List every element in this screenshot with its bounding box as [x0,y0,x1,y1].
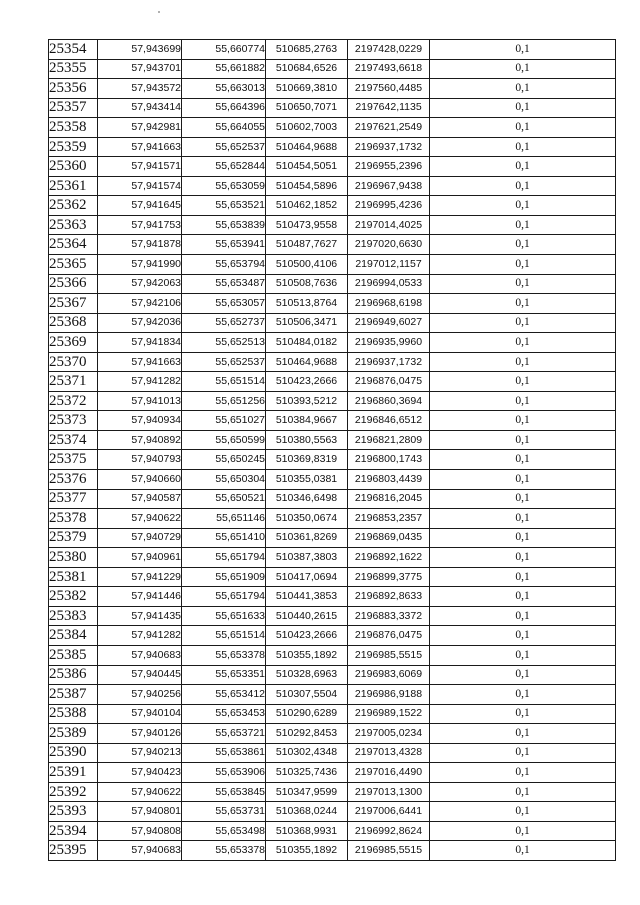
table-row [49,98,616,118]
longitude-cell: 55,653906 [182,763,266,783]
y-coordinate-cell: 2196869,0435 [348,528,430,548]
x-coordinate-cell: 510346,6498 [266,489,348,509]
accuracy-cell: 0,1 [430,157,616,177]
point-number-cell: 25358 [49,118,98,138]
table-row [49,509,616,529]
x-coordinate-cell: 510307,5504 [266,685,348,705]
point-number-cell: 25388 [49,704,98,724]
point-number-cell: 25394 [49,821,98,841]
x-coordinate-cell: 510368,9931 [266,821,348,841]
x-coordinate-cell: 510369,8319 [266,450,348,470]
longitude-cell: 55,653498 [182,821,266,841]
x-coordinate-cell: 510500,4106 [266,255,348,275]
longitude-cell: 55,651514 [182,372,266,392]
point-number-cell: 25355 [49,59,98,79]
x-coordinate-cell: 510454,5051 [266,157,348,177]
point-number-cell: 25379 [49,528,98,548]
latitude-cell: 57,943572 [98,79,182,99]
point-number-cell: 25383 [49,606,98,626]
table-row [49,489,616,509]
x-coordinate-cell: 510602,7003 [266,118,348,138]
point-number-cell: 25359 [49,137,98,157]
y-coordinate-cell: 2196994,0533 [348,274,430,294]
longitude-cell: 55,664055 [182,118,266,138]
y-coordinate-cell: 2197428,0229 [348,40,430,60]
table-row [49,528,616,548]
longitude-cell: 55,650245 [182,450,266,470]
point-number-cell: 25382 [49,587,98,607]
point-number-cell: 25368 [49,313,98,333]
x-coordinate-cell: 510355,0381 [266,470,348,490]
longitude-cell: 55,653378 [182,841,266,861]
latitude-cell: 57,941663 [98,137,182,157]
point-number-cell: 25381 [49,567,98,587]
x-coordinate-cell: 510380,5563 [266,430,348,450]
accuracy-cell: 0,1 [430,626,616,646]
longitude-cell: 55,650304 [182,470,266,490]
longitude-cell: 55,653845 [182,782,266,802]
y-coordinate-cell: 2196937,1732 [348,137,430,157]
y-coordinate-cell: 2196853,2357 [348,509,430,529]
table-row [49,821,616,841]
point-number-cell: 25376 [49,470,98,490]
point-number-cell: 25374 [49,430,98,450]
longitude-cell: 55,651794 [182,587,266,607]
x-coordinate-cell: 510355,1892 [266,841,348,861]
latitude-cell: 57,940793 [98,450,182,470]
longitude-cell: 55,653057 [182,294,266,314]
y-coordinate-cell: 2197560,4485 [348,79,430,99]
latitude-cell: 57,941013 [98,391,182,411]
table-row [49,470,616,490]
y-coordinate-cell: 2196937,1732 [348,352,430,372]
x-coordinate-cell: 510684,6526 [266,59,348,79]
longitude-cell: 55,653378 [182,645,266,665]
point-number-cell: 25365 [49,255,98,275]
table-row [49,743,616,763]
latitude-cell: 57,941663 [98,352,182,372]
x-coordinate-cell: 510487,7627 [266,235,348,255]
latitude-cell: 57,940256 [98,685,182,705]
table-row [49,685,616,705]
point-number-cell: 25380 [49,548,98,568]
y-coordinate-cell: 2197493,6618 [348,59,430,79]
y-coordinate-cell: 2196876,0475 [348,372,430,392]
point-number-cell: 25390 [49,743,98,763]
point-number-cell: 25375 [49,450,98,470]
accuracy-cell: 0,1 [430,841,616,861]
latitude-cell: 57,942036 [98,313,182,333]
point-number-cell: 25356 [49,79,98,99]
latitude-cell: 57,943414 [98,98,182,118]
accuracy-cell: 0,1 [430,802,616,822]
table-row [49,782,616,802]
latitude-cell: 57,943699 [98,40,182,60]
latitude-cell: 57,941878 [98,235,182,255]
table-row [49,606,616,626]
latitude-cell: 57,940445 [98,665,182,685]
longitude-cell: 55,652537 [182,352,266,372]
y-coordinate-cell: 2196860,3694 [348,391,430,411]
longitude-cell: 55,653941 [182,235,266,255]
table-row [49,137,616,157]
accuracy-cell: 0,1 [430,528,616,548]
latitude-cell: 57,940660 [98,470,182,490]
accuracy-cell: 0,1 [430,274,616,294]
accuracy-cell: 0,1 [430,98,616,118]
latitude-cell: 57,941282 [98,372,182,392]
accuracy-cell: 0,1 [430,450,616,470]
point-number-cell: 25360 [49,157,98,177]
x-coordinate-cell: 510454,5896 [266,176,348,196]
coordinates-table-body [49,40,616,861]
latitude-cell: 57,940892 [98,430,182,450]
point-number-cell: 25362 [49,196,98,216]
accuracy-cell: 0,1 [430,40,616,60]
table-row [49,79,616,99]
x-coordinate-cell: 510464,9688 [266,137,348,157]
longitude-cell: 55,653794 [182,255,266,275]
y-coordinate-cell: 2196816,2045 [348,489,430,509]
accuracy-cell: 0,1 [430,59,616,79]
x-coordinate-cell: 510387,3803 [266,548,348,568]
accuracy-cell: 0,1 [430,313,616,333]
longitude-cell: 55,664396 [182,98,266,118]
x-coordinate-cell: 510347,9599 [266,782,348,802]
y-coordinate-cell: 2196883,3372 [348,606,430,626]
table-row [49,59,616,79]
accuracy-cell: 0,1 [430,509,616,529]
accuracy-cell: 0,1 [430,821,616,841]
x-coordinate-cell: 510361,8269 [266,528,348,548]
accuracy-cell: 0,1 [430,430,616,450]
point-number-cell: 25391 [49,763,98,783]
x-coordinate-cell: 510669,3810 [266,79,348,99]
y-coordinate-cell: 2196995,4236 [348,196,430,216]
x-coordinate-cell: 510685,2763 [266,40,348,60]
table-row [49,235,616,255]
point-number-cell: 25372 [49,391,98,411]
x-coordinate-cell: 510417,0694 [266,567,348,587]
accuracy-cell: 0,1 [430,548,616,568]
longitude-cell: 55,651027 [182,411,266,431]
x-coordinate-cell: 510350,0674 [266,509,348,529]
table-row [49,333,616,353]
longitude-cell: 55,661882 [182,59,266,79]
latitude-cell: 57,940213 [98,743,182,763]
longitude-cell: 55,660774 [182,40,266,60]
accuracy-cell: 0,1 [430,763,616,783]
latitude-cell: 57,940934 [98,411,182,431]
table-row [49,352,616,372]
longitude-cell: 55,652537 [182,137,266,157]
longitude-cell: 55,653351 [182,665,266,685]
longitude-cell: 55,651146 [182,509,266,529]
point-number-cell: 25361 [49,176,98,196]
accuracy-cell: 0,1 [430,411,616,431]
y-coordinate-cell: 2196876,0475 [348,626,430,646]
latitude-cell: 57,942106 [98,294,182,314]
x-coordinate-cell: 510328,6963 [266,665,348,685]
longitude-cell: 55,663013 [182,79,266,99]
table-row [49,411,616,431]
y-coordinate-cell: 2197012,1157 [348,255,430,275]
accuracy-cell: 0,1 [430,215,616,235]
table-row [49,176,616,196]
latitude-cell: 57,940126 [98,724,182,744]
table-row [49,841,616,861]
point-number-cell: 25373 [49,411,98,431]
y-coordinate-cell: 2197642,1135 [348,98,430,118]
longitude-cell: 55,651514 [182,626,266,646]
longitude-cell: 55,651909 [182,567,266,587]
table-row [49,255,616,275]
y-coordinate-cell: 2196949,6027 [348,313,430,333]
latitude-cell: 57,940683 [98,645,182,665]
latitude-cell: 57,941753 [98,215,182,235]
accuracy-cell: 0,1 [430,470,616,490]
point-number-cell: 25363 [49,215,98,235]
longitude-cell: 55,652737 [182,313,266,333]
y-coordinate-cell: 2196800,1743 [348,450,430,470]
longitude-cell: 55,653453 [182,704,266,724]
y-coordinate-cell: 2196992,8624 [348,821,430,841]
table-row [49,215,616,235]
longitude-cell: 55,651256 [182,391,266,411]
accuracy-cell: 0,1 [430,782,616,802]
y-coordinate-cell: 2196989,1522 [348,704,430,724]
longitude-cell: 55,652844 [182,157,266,177]
y-coordinate-cell: 2196892,8633 [348,587,430,607]
y-coordinate-cell: 2196892,1622 [348,548,430,568]
x-coordinate-cell: 510506,3471 [266,313,348,333]
y-coordinate-cell: 2197016,4490 [348,763,430,783]
accuracy-cell: 0,1 [430,489,616,509]
x-coordinate-cell: 510302,4348 [266,743,348,763]
longitude-cell: 55,653521 [182,196,266,216]
y-coordinate-cell: 2197621,2549 [348,118,430,138]
y-coordinate-cell: 2196968,6198 [348,294,430,314]
longitude-cell: 55,652513 [182,333,266,353]
y-coordinate-cell: 2196935,9960 [348,333,430,353]
x-coordinate-cell: 510368,0244 [266,802,348,822]
accuracy-cell: 0,1 [430,196,616,216]
point-number-cell: 25386 [49,665,98,685]
table-row [49,704,616,724]
table-row [49,626,616,646]
latitude-cell: 57,941834 [98,333,182,353]
coordinates-table [48,39,616,861]
x-coordinate-cell: 510508,7636 [266,274,348,294]
accuracy-cell: 0,1 [430,685,616,705]
x-coordinate-cell: 510484,0182 [266,333,348,353]
y-coordinate-cell: 2196967,9438 [348,176,430,196]
longitude-cell: 55,651794 [182,548,266,568]
longitude-cell: 55,653487 [182,274,266,294]
table-row [49,724,616,744]
point-number-cell: 25370 [49,352,98,372]
x-coordinate-cell: 510355,1892 [266,645,348,665]
point-number-cell: 25392 [49,782,98,802]
point-number-cell: 25384 [49,626,98,646]
accuracy-cell: 0,1 [430,645,616,665]
accuracy-cell: 0,1 [430,704,616,724]
latitude-cell: 57,940961 [98,548,182,568]
latitude-cell: 57,942063 [98,274,182,294]
x-coordinate-cell: 510440,2615 [266,606,348,626]
x-coordinate-cell: 510325,7436 [266,763,348,783]
accuracy-cell: 0,1 [430,665,616,685]
x-coordinate-cell: 510393,5212 [266,391,348,411]
latitude-cell: 57,940622 [98,782,182,802]
point-number-cell: 25387 [49,685,98,705]
accuracy-cell: 0,1 [430,724,616,744]
x-coordinate-cell: 510290,6289 [266,704,348,724]
longitude-cell: 55,653861 [182,743,266,763]
table-row [49,802,616,822]
y-coordinate-cell: 2196821,2809 [348,430,430,450]
latitude-cell: 57,940423 [98,763,182,783]
latitude-cell: 57,940104 [98,704,182,724]
longitude-cell: 55,653412 [182,685,266,705]
x-coordinate-cell: 510462,1852 [266,196,348,216]
y-coordinate-cell: 2196985,5515 [348,645,430,665]
accuracy-cell: 0,1 [430,352,616,372]
point-number-cell: 25389 [49,724,98,744]
point-number-cell: 25357 [49,98,98,118]
table-row [49,196,616,216]
accuracy-cell: 0,1 [430,176,616,196]
table-row [49,645,616,665]
y-coordinate-cell: 2196846,6512 [348,411,430,431]
table-row [49,665,616,685]
x-coordinate-cell: 510513,8764 [266,294,348,314]
longitude-cell: 55,650599 [182,430,266,450]
accuracy-cell: 0,1 [430,118,616,138]
y-coordinate-cell: 2196899,3775 [348,567,430,587]
table-row [49,587,616,607]
table-row [49,118,616,138]
latitude-cell: 57,941229 [98,567,182,587]
latitude-cell: 57,940729 [98,528,182,548]
latitude-cell: 57,941282 [98,626,182,646]
accuracy-cell: 0,1 [430,372,616,392]
latitude-cell: 57,940587 [98,489,182,509]
y-coordinate-cell: 2197020,6630 [348,235,430,255]
latitude-cell: 57,943701 [98,59,182,79]
accuracy-cell: 0,1 [430,79,616,99]
y-coordinate-cell: 2196985,5515 [348,841,430,861]
table-row [49,274,616,294]
y-coordinate-cell: 2196803,4439 [348,470,430,490]
latitude-cell: 57,941990 [98,255,182,275]
latitude-cell: 57,940683 [98,841,182,861]
table-row [49,313,616,333]
point-number-cell: 25377 [49,489,98,509]
latitude-cell: 57,942981 [98,118,182,138]
y-coordinate-cell: 2197013,1300 [348,782,430,802]
accuracy-cell: 0,1 [430,137,616,157]
accuracy-cell: 0,1 [430,391,616,411]
table-row [49,763,616,783]
point-number-cell: 25367 [49,294,98,314]
y-coordinate-cell: 2197006,6441 [348,802,430,822]
latitude-cell: 57,940801 [98,802,182,822]
table-row [49,391,616,411]
point-number-cell: 25393 [49,802,98,822]
table-row [49,372,616,392]
accuracy-cell: 0,1 [430,255,616,275]
x-coordinate-cell: 510423,2666 [266,372,348,392]
table-row [49,157,616,177]
point-number-cell: 25369 [49,333,98,353]
y-coordinate-cell: 2197013,4328 [348,743,430,763]
accuracy-cell: 0,1 [430,333,616,353]
x-coordinate-cell: 510292,8453 [266,724,348,744]
point-number-cell: 25385 [49,645,98,665]
point-number-cell: 25395 [49,841,98,861]
table-row [49,548,616,568]
accuracy-cell: 0,1 [430,743,616,763]
x-coordinate-cell: 510650,7071 [266,98,348,118]
longitude-cell: 55,653059 [182,176,266,196]
latitude-cell: 57,941446 [98,587,182,607]
table-row [49,567,616,587]
longitude-cell: 55,653839 [182,215,266,235]
x-coordinate-cell: 510441,3853 [266,587,348,607]
point-number-cell: 25364 [49,235,98,255]
point-number-cell: 25371 [49,372,98,392]
longitude-cell: 55,650521 [182,489,266,509]
accuracy-cell: 0,1 [430,606,616,626]
latitude-cell: 57,941435 [98,606,182,626]
accuracy-cell: 0,1 [430,235,616,255]
y-coordinate-cell: 2196955,2396 [348,157,430,177]
point-number-cell: 25354 [49,40,98,60]
accuracy-cell: 0,1 [430,294,616,314]
longitude-cell: 55,651410 [182,528,266,548]
table-row [49,430,616,450]
x-coordinate-cell: 510473,9558 [266,215,348,235]
table-row [49,40,616,60]
y-coordinate-cell: 2196986,9188 [348,685,430,705]
latitude-cell: 57,940622 [98,509,182,529]
y-coordinate-cell: 2197005,0234 [348,724,430,744]
latitude-cell: 57,940808 [98,821,182,841]
latitude-cell: 57,941645 [98,196,182,216]
latitude-cell: 57,941574 [98,176,182,196]
x-coordinate-cell: 510423,2666 [266,626,348,646]
accuracy-cell: 0,1 [430,567,616,587]
y-coordinate-cell: 2197014,4025 [348,215,430,235]
x-coordinate-cell: 510384,9667 [266,411,348,431]
point-number-cell: 25366 [49,274,98,294]
longitude-cell: 55,653731 [182,802,266,822]
y-coordinate-cell: 2196983,6069 [348,665,430,685]
longitude-cell: 55,653721 [182,724,266,744]
accuracy-cell: 0,1 [430,587,616,607]
longitude-cell: 55,651633 [182,606,266,626]
point-number-cell: 25378 [49,509,98,529]
scan-speck [158,11,160,13]
table-row [49,450,616,470]
x-coordinate-cell: 510464,9688 [266,352,348,372]
table-row [49,294,616,314]
latitude-cell: 57,941571 [98,157,182,177]
